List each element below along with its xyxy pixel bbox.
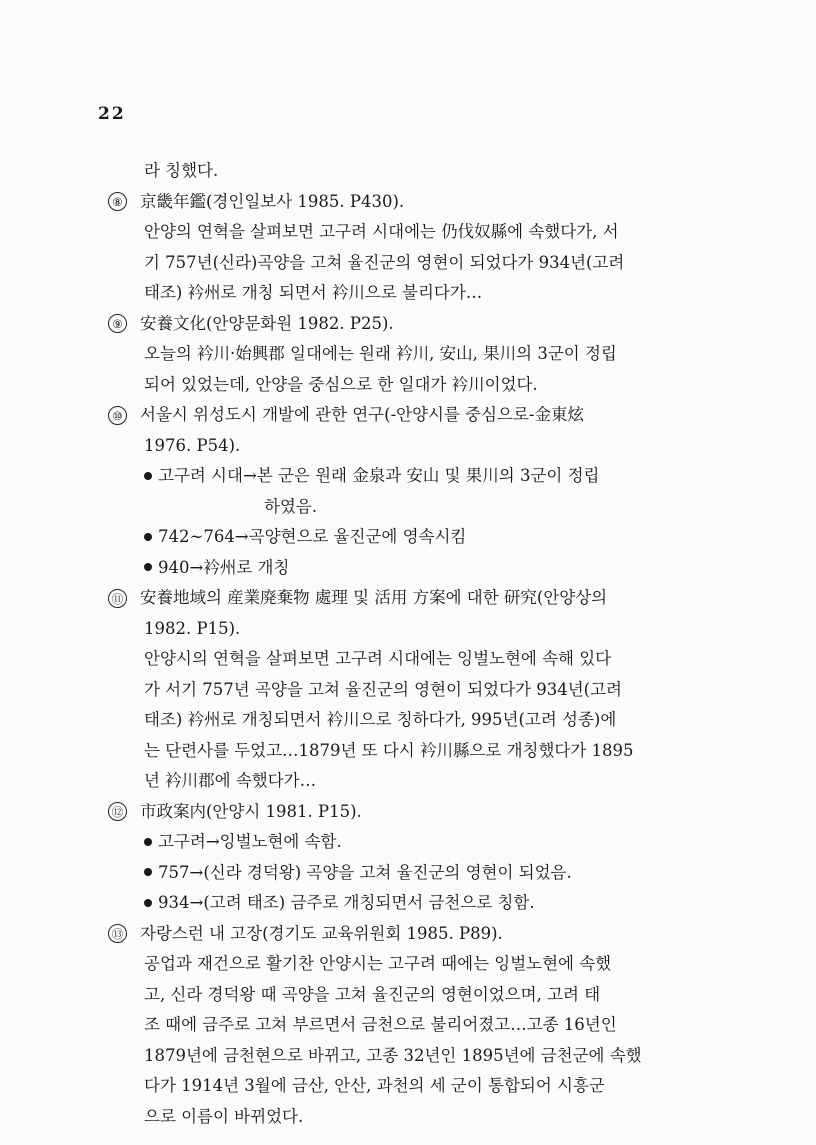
reference-10-marker: ⑩ [108,406,127,425]
reference-13-line: 조 때에 금주로 고쳐 부르면서 금천으로 불리어졌고…고종 16년인 [144,1015,617,1034]
reference-11-marker: ⑪ [108,589,127,608]
reference-9-source: 安養文化(안양문화원 1982. P25). [140,313,394,333]
reference-9-line: 되어 있었는데, 안양을 중심으로 한 일대가 衿川이었다. [144,374,538,394]
reference-13-line: 다가 1914년 3월에 금산, 안산, 과천의 세 군이 통합되어 시흥군 [144,1076,605,1095]
reference-12-heading [108,797,728,828]
bullet-text: 고구려 시대→본 군은 원래 金泉과 安山 및 果川의 3군이 정립 [158,466,600,485]
bullet-dot-icon [144,868,152,876]
continuation-line: 라 칭했다. [144,161,219,180]
bullet-dot-icon [144,533,152,541]
reference-12-bullet [108,888,728,919]
bullet-text: 고구려→잉벌노현에 속함. [158,832,342,851]
bullet-text: 757→(신라 경덕왕) 곡양을 고쳐 율진군의 영현이 되었음. [158,862,572,882]
reference-11-source: 安養地域의 産業廃棄物 處理 및 活用 方案에 대한 研究(안양상의 [140,588,608,607]
reference-12-marker: ⑫ [108,802,127,821]
reference-10-bullet [108,461,728,492]
reference-12-bullet [108,858,728,889]
reference-10-bullet [108,522,728,553]
page-number: 22 [98,104,126,124]
bullet-text: 940→衿州로 개칭 [158,557,290,577]
reference-8-heading [108,187,728,218]
reference-8-line: 태조) 衿州로 개칭 되면서 衿川으로 불리다가… [144,283,483,302]
reference-13-marker: ⑬ [108,924,127,943]
bullet-dot-icon [144,472,152,480]
bullet-dot-icon [144,838,152,846]
reference-10-heading [108,400,728,431]
reference-9-heading [108,309,728,340]
reference-13-line: 공업과 재건으로 활기찬 안양시는 고구려 때에는 잉벌노현에 속했 [144,954,612,973]
reference-11-heading [108,583,728,614]
reference-8-source: 京畿年鑑(경인일보사 1985. P430). [140,191,405,211]
reference-11-line: 태조) 衿州로 개칭되면서 衿川으로 칭하다가, 995년(고려 성종)에 [144,710,617,729]
reference-10-bullet [108,553,728,584]
reference-11-line: 가 서기 757년 곡양을 고쳐 율진군의 영현이 되었다가 934년(고려 [144,679,622,699]
reference-12-bullet [108,827,728,858]
bullet-text: 742∼764→곡양현으로 율진군에 영속시킴 [158,527,467,546]
reference-8-line: 안양의 연혁을 살펴보면 고구려 시대에는 仍伐奴縣에 속했다가, 서 [144,222,619,241]
reference-13-line: 으로 이름이 바뀌었다. [144,1106,304,1126]
reference-notes [108,156,728,1132]
reference-8-line: 기 757년(신라)곡양을 고쳐 율진군의 영현이 되었다가 934년(고려 [144,252,625,272]
reference-11-line: 년 衿川郡에 속했다가… [144,771,317,790]
reference-9-line: 오늘의 衿川·始興郡 일대에는 원래 衿川, 安山, 果川의 3군이 정립 [144,344,617,363]
reference-10-bullet-continuation: 하였음. [264,496,318,516]
reference-13-line: 고, 신라 경덕왕 때 곡양을 고쳐 율진군의 영현이었으며, 고려 태 [144,984,601,1004]
reference-13-heading [108,919,728,950]
reference-11-line: 는 단련사를 두었고…1879년 또 다시 衿川縣으로 개칭했다가 1895 [144,740,634,760]
reference-12-source: 市政案内(안양시 1981. P15). [140,801,362,821]
reference-13-line: 1879년에 금천현으로 바뀌고, 고종 32년인 1895년에 금천군에 속했 [144,1045,642,1065]
reference-9-marker: ⑨ [108,314,127,333]
bullet-text: 934→(고려 태조) 금주로 개칭되면서 금천으로 칭함. [158,893,535,912]
reference-11-line: 안양시의 연혁을 살펴보면 고구려 시대에는 잉벌노현에 속해 있다 [144,649,612,668]
reference-10-source: 서울시 위성도시 개발에 관한 연구(-안양시를 중심으로-金東炫 [140,405,584,424]
reference-8-marker: ⑧ [108,192,127,211]
bullet-dot-icon [144,563,152,571]
reference-10-line: 1976. P54). [144,435,241,455]
reference-11-line: 1982. P15). [144,618,241,638]
reference-13-source: 자랑스런 내 고장(경기도 교육위원회 1985. P89). [140,923,503,943]
bullet-dot-icon [144,899,152,907]
